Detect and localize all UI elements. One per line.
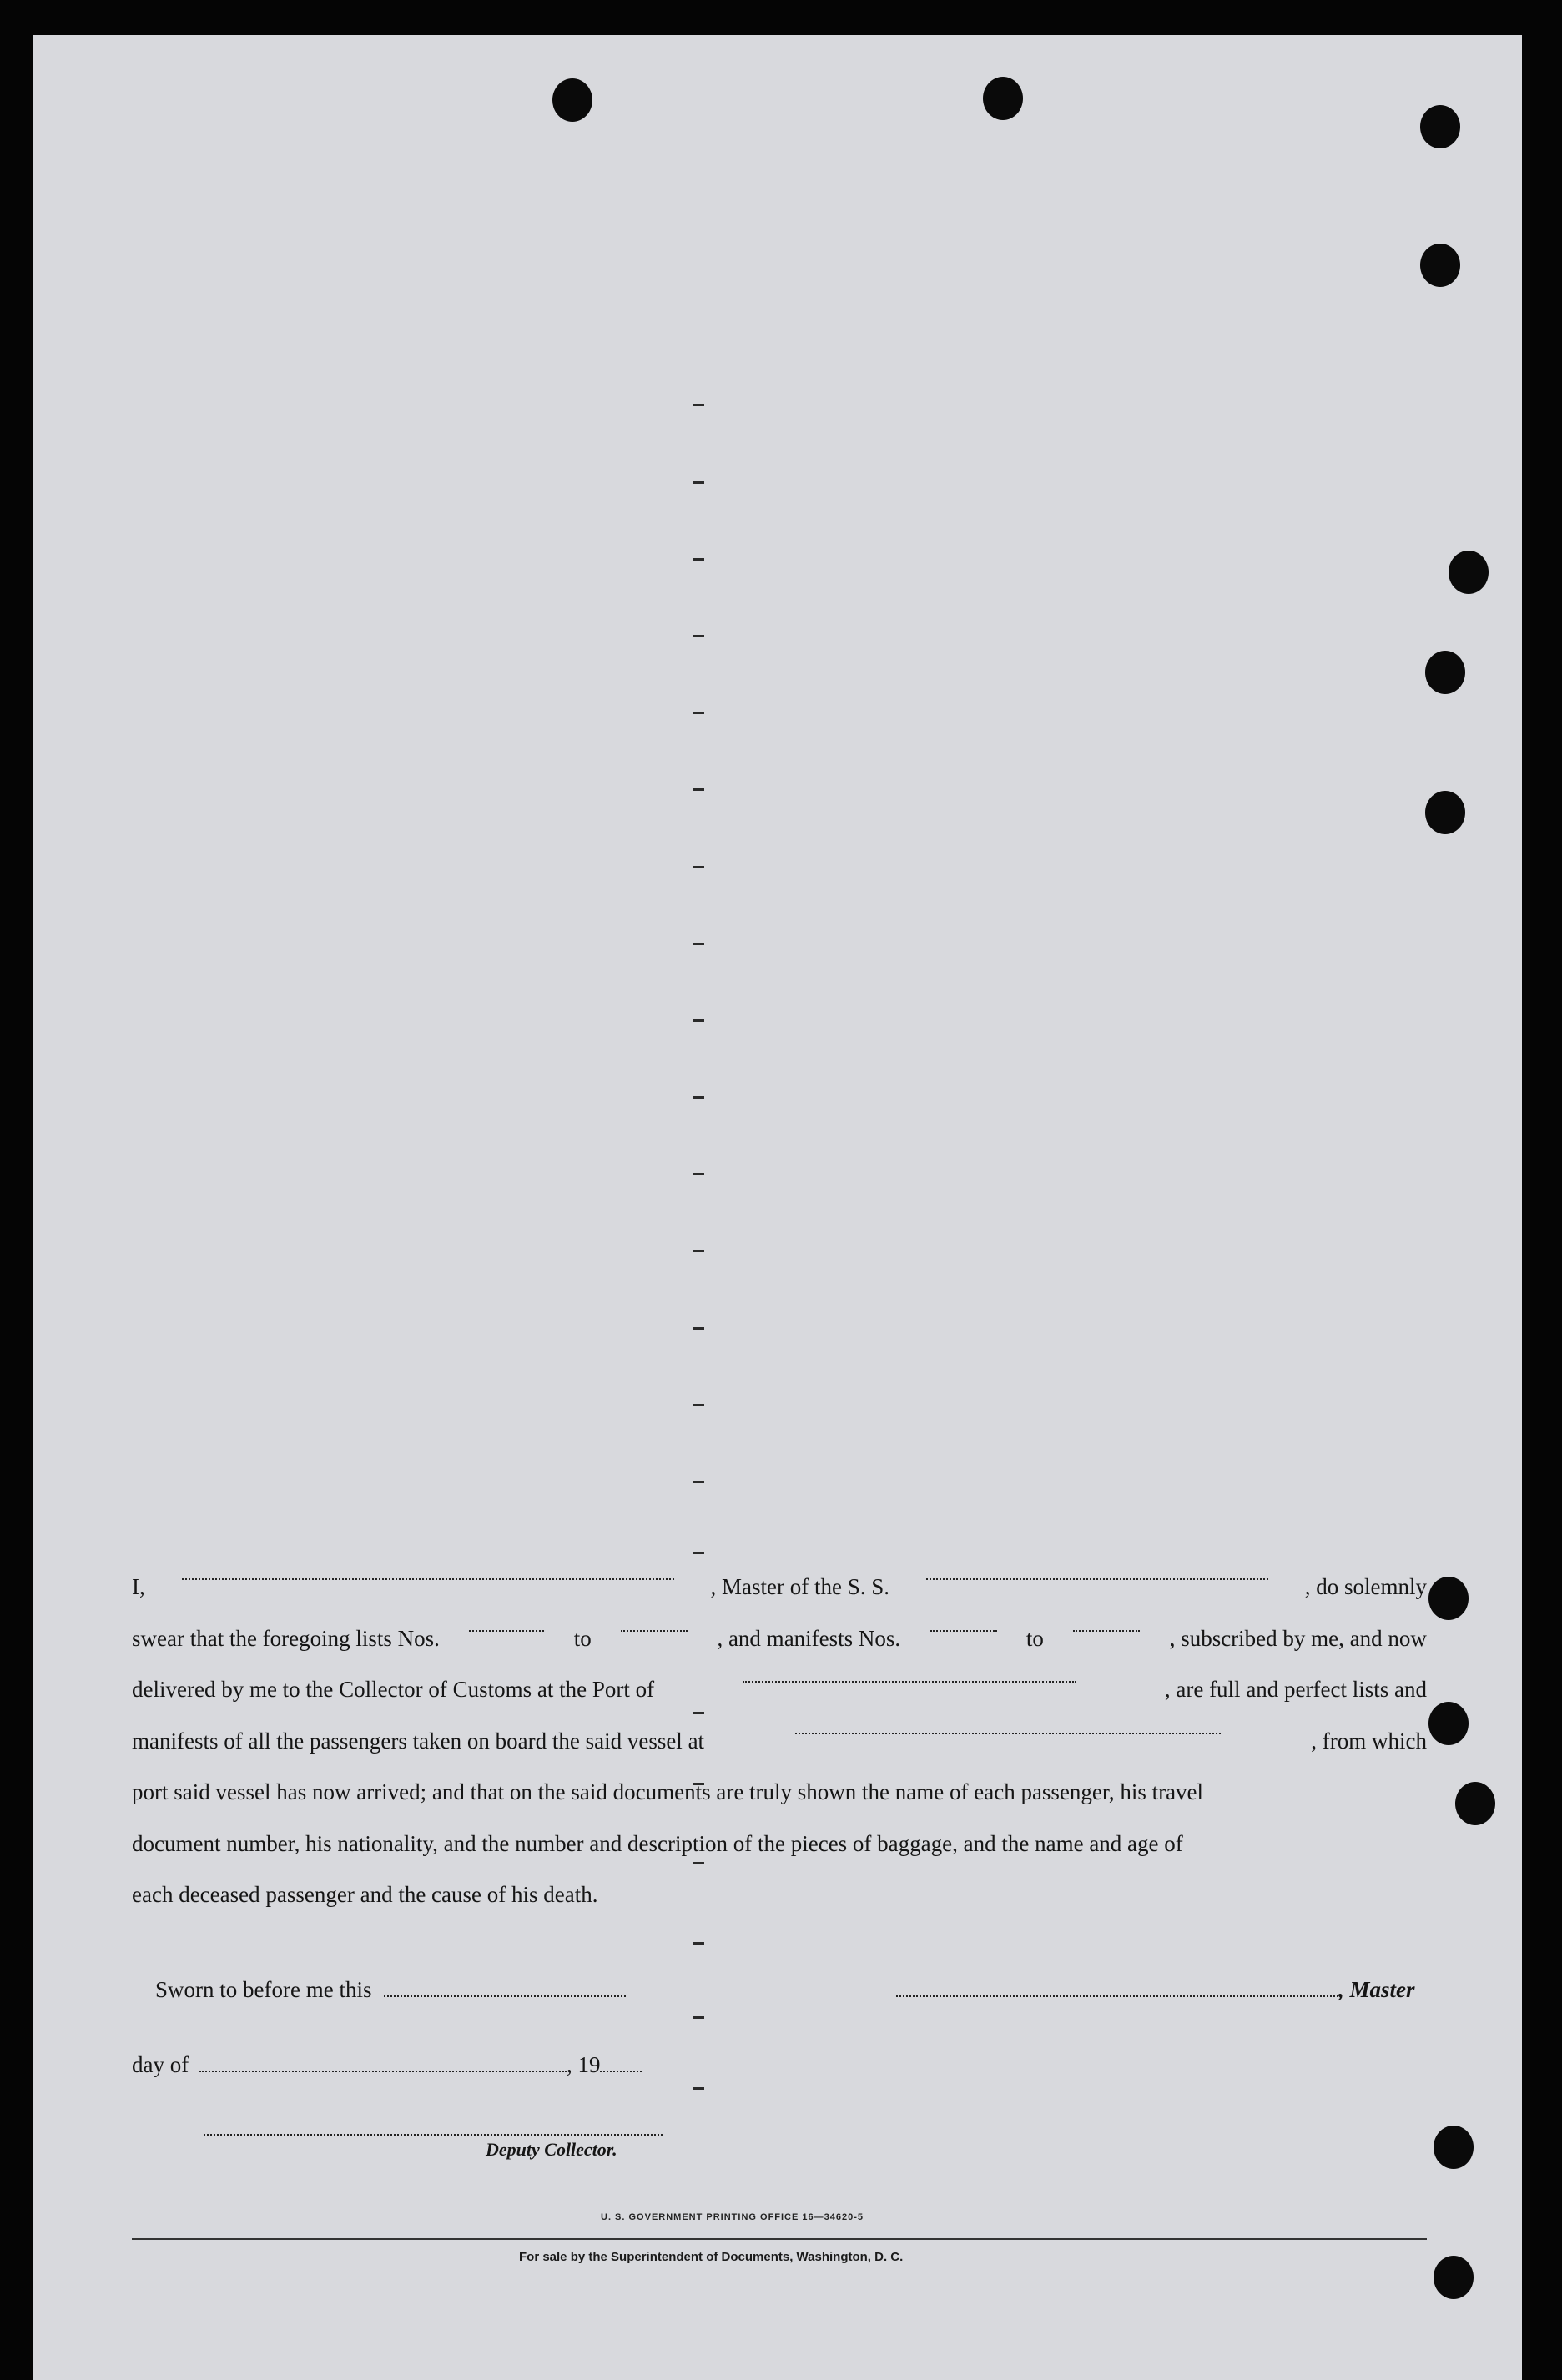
oath-text: document number, his nationality, and the number and description of the pieces of baggage, and the name and age of: [132, 1830, 1183, 1856]
oath-text: , and manifests Nos.: [717, 1625, 901, 1651]
oath-text: port said vessel has now arrived; and that on the said documents are truly shown the name of each passenger, his travel: [132, 1779, 1204, 1804]
day-of-label: day of: [132, 2052, 189, 2077]
document-page: [33, 35, 1522, 2380]
punch-hole: [1434, 2126, 1474, 2169]
deputy-signature-field[interactable]: [204, 2117, 663, 2136]
column-tick: [693, 1481, 704, 1483]
oath-text: to: [573, 1625, 592, 1651]
year-prefix: , 19: [566, 2052, 601, 2077]
oath-text: I,: [132, 1574, 145, 1599]
sworn-date-field[interactable]: [384, 1979, 626, 1997]
oath-text: each deceased passenger and the cause of his death.: [132, 1882, 598, 1907]
manifests-to-field[interactable]: [1073, 1613, 1140, 1632]
sworn-line: [155, 1977, 626, 2003]
footer-rule: [132, 2238, 1427, 2240]
oath-line: [132, 1869, 1427, 1921]
oath-text: manifests of all the passengers taken on board the said vessel at: [132, 1728, 705, 1754]
punch-hole: [1420, 244, 1460, 287]
column-tick: [693, 1096, 704, 1099]
oath-text: , do solemnly: [1304, 1574, 1427, 1599]
punch-hole: [552, 78, 592, 122]
port-of-departure-field[interactable]: [795, 1716, 1221, 1734]
vessel-name-field[interactable]: [926, 1562, 1268, 1580]
sworn-label: Sworn to before me this: [155, 1977, 372, 2002]
deputy-collector-label: Deputy Collector.: [486, 2139, 617, 2160]
master-signature-field[interactable]: [896, 1979, 1338, 1997]
oath-text: , subscribed by me, and now: [1169, 1625, 1427, 1651]
deputy-signature-line: [204, 2117, 663, 2136]
manifests-from-field[interactable]: [930, 1613, 997, 1632]
column-tick: [693, 1327, 704, 1330]
punch-hole: [1449, 551, 1489, 594]
punch-hole: [1434, 2256, 1474, 2299]
column-tick: [693, 866, 704, 868]
column-tick: [693, 635, 704, 637]
column-tick: [693, 943, 704, 945]
oath-line: [132, 1716, 1427, 1768]
oath-text: , Master of the S. S.: [710, 1574, 889, 1599]
oath-paragraph: [132, 1562, 1427, 1921]
oath-line: [132, 1664, 1427, 1716]
column-tick: [693, 1019, 704, 1022]
column-tick: [693, 1552, 704, 1554]
column-tick: [693, 404, 704, 406]
punch-hole: [1420, 105, 1460, 148]
column-tick: [693, 2087, 704, 2090]
master-signature-line: [896, 1977, 1415, 2003]
oath-text: to: [1025, 1625, 1044, 1651]
column-tick: [693, 788, 704, 791]
month-field[interactable]: [199, 2054, 567, 2072]
sale-notice: For sale by the Superintendent of Documents, Washington, D. C.: [519, 2250, 904, 2264]
punch-hole: [1428, 1577, 1469, 1620]
printing-office-imprint: U. S. GOVERNMENT PRINTING OFFICE 16—34620-5: [601, 2212, 864, 2222]
column-tick: [693, 1404, 704, 1406]
punch-hole: [983, 77, 1023, 120]
punch-hole: [1425, 651, 1465, 694]
punch-hole: [1428, 1702, 1469, 1745]
oath-line: [132, 1613, 1427, 1665]
oath-line: [132, 1767, 1427, 1819]
column-tick: [693, 1173, 704, 1175]
year-field[interactable]: [600, 2054, 642, 2072]
master-label: , Master: [1338, 1977, 1415, 2002]
port-of-arrival-field[interactable]: [743, 1664, 1076, 1683]
column-tick: [693, 558, 704, 561]
oath-line: [132, 1819, 1427, 1870]
column-tick: [693, 1942, 704, 1945]
master-name-field[interactable]: [182, 1562, 674, 1580]
oath-text: , from which: [1311, 1728, 1427, 1754]
punch-hole: [1425, 791, 1465, 834]
lists-from-field[interactable]: [469, 1613, 544, 1632]
lists-to-field[interactable]: [621, 1613, 688, 1632]
oath-text: , are full and perfect lists and: [1164, 1677, 1427, 1702]
column-tick: [693, 1250, 704, 1252]
oath-line: [132, 1562, 1427, 1613]
oath-text: delivered by me to the Collector of Customs at the Port of: [132, 1677, 655, 1702]
day-of-line: [132, 2052, 642, 2078]
oath-text: swear that the foregoing lists Nos.: [132, 1625, 440, 1651]
column-tick: [693, 481, 704, 484]
punch-hole: [1455, 1782, 1495, 1825]
column-tick: [693, 712, 704, 714]
column-tick: [693, 2016, 704, 2019]
